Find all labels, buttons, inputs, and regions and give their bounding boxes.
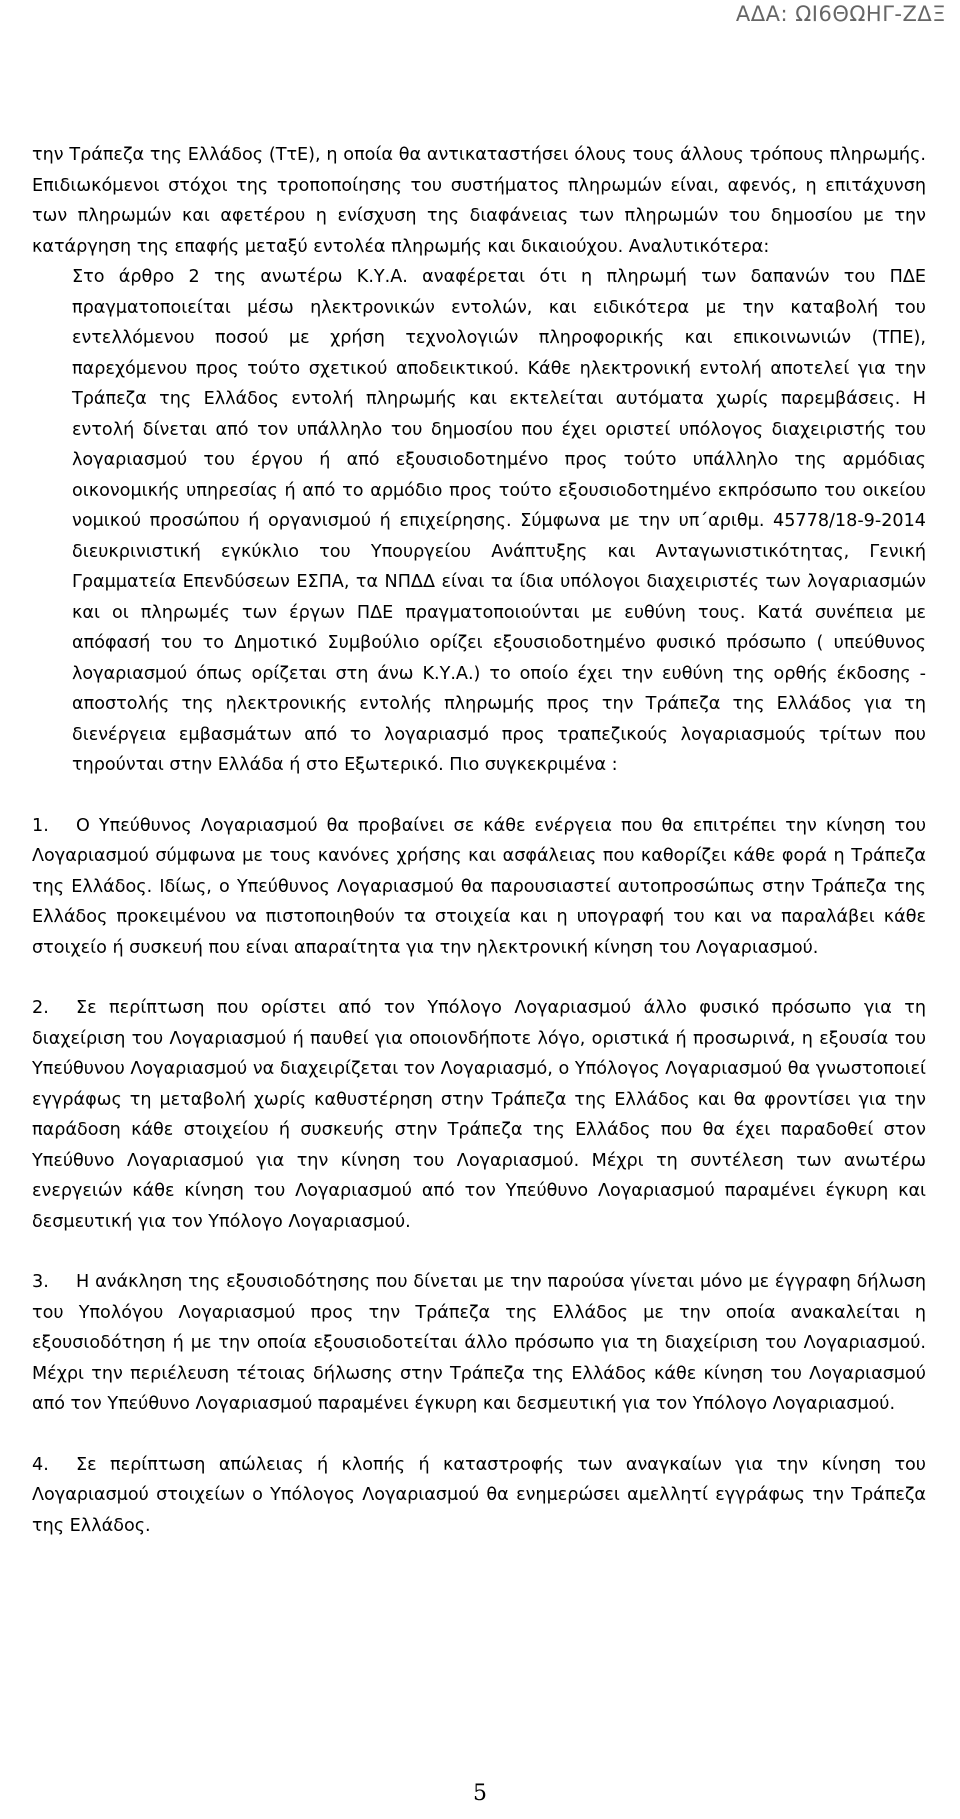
list-item-2: [32, 993, 926, 1237]
list-item-number: 1.: [32, 815, 49, 836]
paragraph-gap: [32, 963, 926, 993]
article-paragraph: Στο άρθρο 2 της ανωτέρω Κ.Υ.Α. αναφέρεται ότι η πληρωμή των δαπανών του ΠΔΕ πραγματοποιείται μέσω ηλεκτρονικών εντολών, και ειδικότερα με την καταβολή του εντελλόμενου ποσού με χρήση τεχνολογιών πληροφορικής και επικοινωνιών (ΤΠΕ), παρεχόμενου προς τούτο σχετικού αποδεικτικού. Κάθε ηλεκτρονική εντολή αποτελεί για την Τράπεζα της Ελλάδος εντολή πληρωμής και εκτελείται αυτόματα χωρίς παρεμβάσεις. Η εντολή δίνεται από τον υπάλληλο του δημοσίου που έχει οριστεί υπόλογος διαχειριστής του λογαριασμού του έργου ή από εξουσιοδοτημένο προς τούτο υπάλληλο της αρμόδιας οικονομικής υπηρεσίας ή από το αρμόδιο προς τούτο εξουσιοδοτημένο εκπρόσωπο του οικείου νομικού προσώπου ή οργανισμού ή επιχείρησης. Σύμφωνα με την υπ΄αριθμ. 45778/18-9-2014 διευκρινιστική εγκύκλιο του Υπουργείου Ανάπτυξης και Ανταγωνιστικότητας, Γενική Γραμματεία Επενδύσεων ΕΣΠΑ, τα ΝΠΔΔ είναι τα ίδια υπόλογοι διαχειριστές των λογαριασμών και οι πληρωμές των έργων ΠΔΕ πραγματοποιούνται με ευθύνη τους. Κατά συνέπεια με απόφασή του το Δημοτικό Συμβούλιο ορίζει εξουσιοδοτημένο φυσικό πρόσωπο ( υπεύθυνος λογαριασμού όπως ορίζεται στη άνω Κ.Υ.Α.) το οποίο έχει την ευθύνη της ορθής έκδοσης - αποστολής της ηλεκτρονικής εντολής πληρωμής προς την Τράπεζα της Ελλάδος για τη διενέργεια εμβασμάτων από το λογαριασμό προς τραπεζικούς λογαριασμούς τρίτων που τηρούνται στην Ελλάδα ή στο Εξωτερικό. Πιο συγκεκριμένα :: [72, 267, 926, 775]
list-item-text: Ο Υπεύθυνος Λογαριασμού θα προβαίνει σε κάθε ενέργεια που θα επιτρέπει την κίνηση του Λογαριασμού σύμφωνα με τους κανόνες χρήσης και ασφάλειας που καθορίζει κάθε φορά η Τράπεζα της Ελλάδος. Ιδίως, ο Υπεύθυνος Λογαριασμού θα παρουσιαστεί αυτοπροσώπως στην Τράπεζα της Ελλάδος προκειμένου να πιστοποιηθούν τα στοιχεία και η υπογραφή του και να παραλάβει κάθε στοιχείο ή συσκευή που είναι απαραίτητα για την ηλεκτρονική κίνηση του Λογαριασμού.: [32, 815, 926, 958]
list-item-text: Η ανάκληση της εξουσιοδότησης που δίνεται με την παρούσα γίνεται μόνο με έγγραφη δήλωση του Υπολόγου Λογαριασμού προς την Τράπεζα της Ελλάδος με την οποία ανακαλείται η εξουσιοδότηση ή με την οποία εξουσιοδοτείται άλλο πρόσωπο για τη διαχείριση του Λογαριασμού. Μέχρι την περιέλευση τέτοιας δήλωσης στην Τράπεζα της Ελλάδος κάθε κίνηση του Λογαριασμού από τον Υπεύθυνο Λογαριασμού παραμένει έγκυρη και δεσμευτική για τον Υπόλογο Λογαριασμού.: [32, 1272, 926, 1414]
paragraph-gap: [32, 781, 926, 811]
paragraph-gap: [32, 1420, 926, 1450]
list-item-4: [32, 1450, 926, 1542]
list-item-text: Σε περίπτωση που ορίστει από τον Υπόλογο Λογαριασμού άλλο φυσικό πρόσωπο για τη διαχείριση του Λογαριασμού ή παυθεί για οποιονδήποτε λόγο, οριστικά ή προσωρινά, η εξουσία του Υπεύθυνου Λογαριασμού να διαχειρίζεται τον Λογαριασμό, ο Υπόλογος Λογαριασμού θα γνωστοποιεί εγγράφως τη μεταβολή χωρίς καθυστέρηση στην Τράπεζα της Ελλάδος και θα φροντίσει για την παράδοση κάθε στοιχείου ή συσκευής στην Τράπεζα της Ελλάδος που θα έχει παραδοθεί στον Υπεύθυνο Λογαριασμού για την κίνηση του Λογαριασμού. Μέχρι τη συντέλεση των ανωτέρω ενεργειών κάθε κίνηση του Λογαριασμού από τον Υπεύθυνο Λογαριασμού παραμένει έγκυρη και δεσμευτική για τον Υπόλογο Λογαριασμού.: [32, 998, 926, 1232]
paragraph-gap: [32, 1237, 926, 1267]
intro-paragraph: την Τράπεζα της Ελλάδος (ΤτΕ), η οποία θα αντικαταστήσει όλους τους άλλους τρόπους πληρωμής. Επιδιωκόμενοι στόχοι της τροποποίησης του συστήματος πληρωμών είναι, αφενός, η επιτάχυνση των πληρωμών και αφετέρου η ενίσχυση της διαφάνειας των πληρωμών του δημοσίου με την κατάργηση της επαφής μεταξύ εντολέα πληρωμής και δικαιούχου. Αναλυτικότερα:: [32, 145, 926, 257]
list-item-1: [32, 811, 926, 964]
list-item-number: 4.: [32, 1454, 49, 1475]
page-number: 5: [473, 1781, 487, 1806]
list-item-3: [32, 1267, 926, 1420]
list-item-number: 3.: [32, 1272, 49, 1292]
document-body: [32, 140, 926, 1541]
list-item-text: Σε περίπτωση απώλειας ή κλοπής ή καταστροφής των αναγκαίων για την κίνηση του Λογαριασμού στοιχείων ο Υπόλογος Λογαριασμού θα ενημερώσει αμελλητί εγγράφως την Τράπεζα της Ελλάδος.: [32, 1454, 926, 1536]
ada-header: ΑΔΑ: ΩΙ6ΘΩΗΓ-ΖΔΞ: [735, 2, 946, 26]
list-item-number: 2.: [32, 998, 49, 1018]
